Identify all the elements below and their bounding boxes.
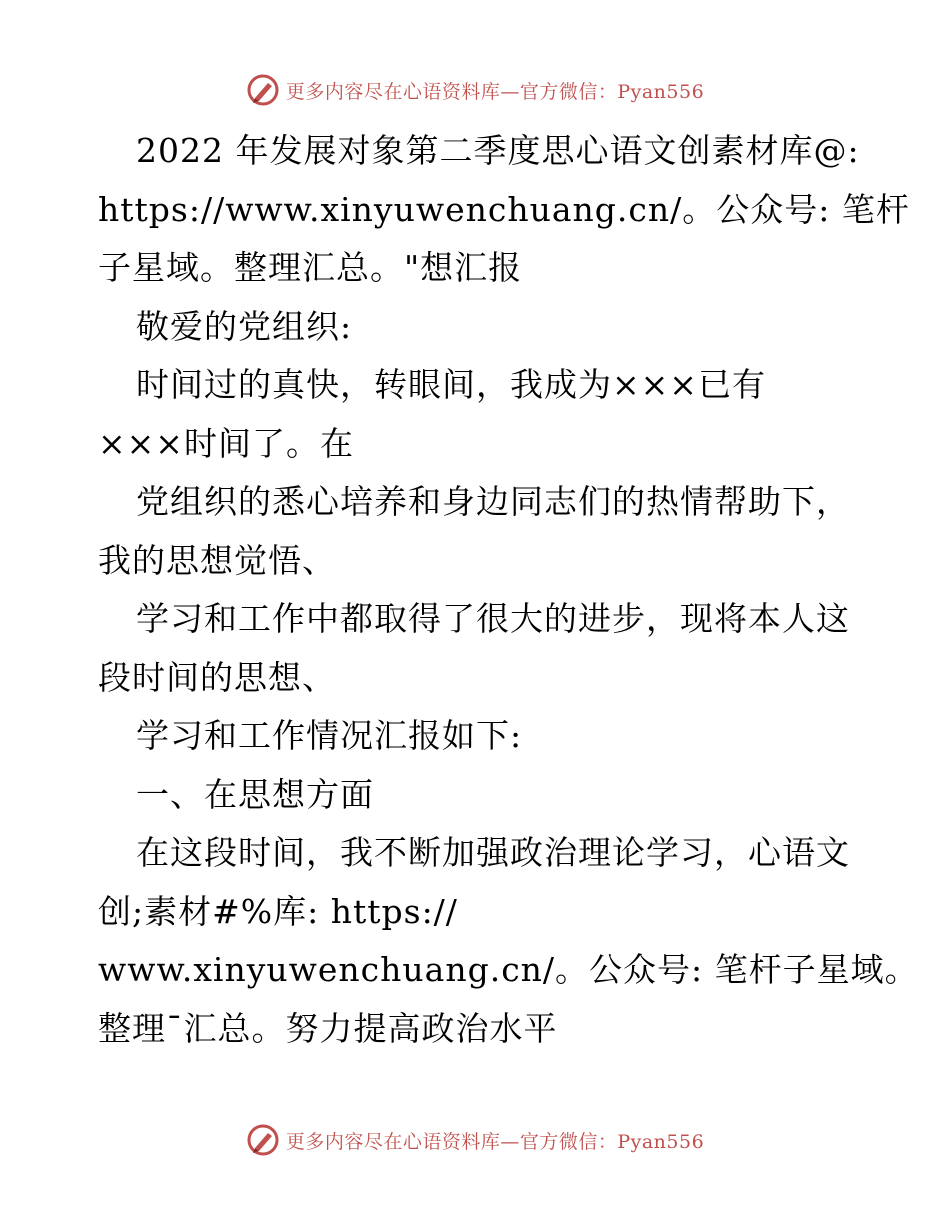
- text-line: 在这段时间，我不断加强政治理论学习，心语文: [136, 833, 850, 872]
- text-line: 2022 年发展对象第二季度思心语文创素材库@:: [136, 131, 860, 170]
- watermark-text: 更多内容尽在心语资料库—官方微信：Pyan556: [285, 80, 705, 103]
- text-line: 学习和工作情况汇报如下:: [136, 716, 523, 755]
- text-line: 党组织的悉心培养和身边同志们的热情帮助下，: [136, 482, 850, 521]
- text-line: 敬爱的党组织:: [136, 306, 353, 346]
- text-line: 子星域。整理汇总。"想汇报: [98, 248, 523, 287]
- text-line: 段时间的思想、: [98, 657, 336, 697]
- text-line: 我的思想觉悟、: [98, 540, 336, 580]
- text-line: 学习和工作中都取得了很大的进步，现将本人这: [136, 599, 850, 638]
- text-line: www.xinyuwenchuang.cn/。公众号: 笔杆子星域。: [98, 950, 919, 989]
- text-line: 一、在思想方面: [136, 774, 374, 814]
- text-line: 整理¯汇总。努力提高政治水平: [98, 1008, 558, 1048]
- text-line: ×××时间了。在: [98, 423, 354, 463]
- text-line: https://www.xinyuwenchuang.cn/。公众号: 笔杆: [98, 189, 910, 229]
- document-body: [98, 122, 919, 1058]
- footer-watermark: [0, 1120, 950, 1160]
- watermark-text: 更多内容尽在心语资料库—官方微信：Pyan556: [285, 1130, 705, 1153]
- text-line: 时间过的真快，转眼间，我成为×××已有: [136, 365, 766, 404]
- text-line: 创;素材#%库: https://: [98, 891, 458, 931]
- pen-logo-icon: [246, 1123, 280, 1157]
- header-watermark: [0, 70, 950, 110]
- pen-logo-icon: [246, 73, 280, 107]
